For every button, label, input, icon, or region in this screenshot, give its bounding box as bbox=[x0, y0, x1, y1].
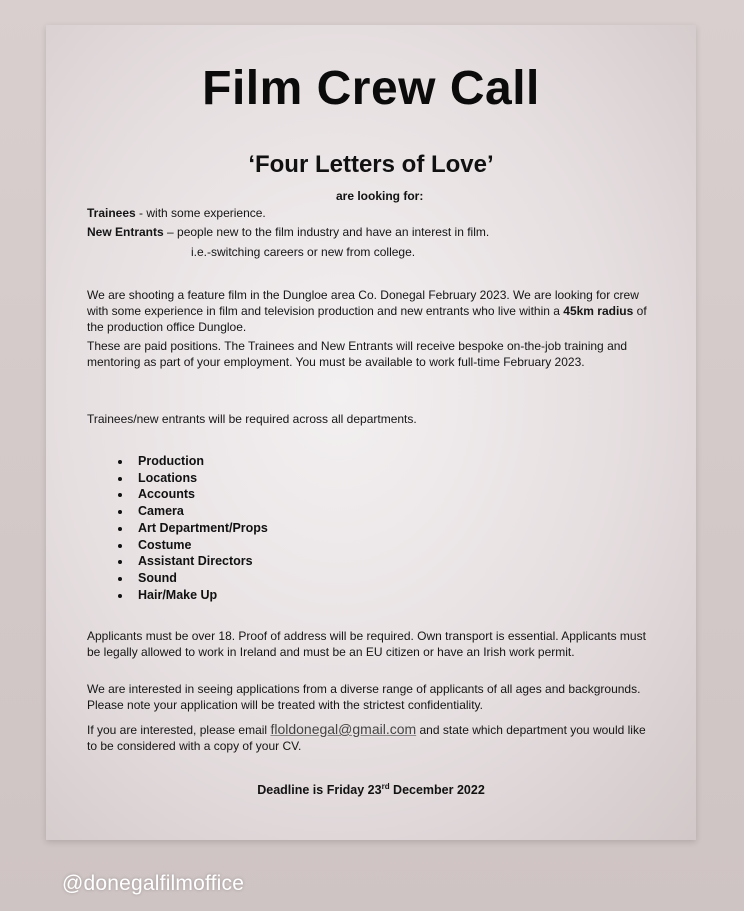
deadline-text-b: December 2022 bbox=[389, 783, 485, 798]
trainees-line bbox=[87, 205, 652, 221]
poster-title: Film Crew Call bbox=[202, 62, 540, 115]
trainees-text: - with some experience. bbox=[135, 206, 266, 220]
shooting-text-a: We are shooting a feature film in the Dungloe area Co. Donegal February 2023. We are looking for crew with some experience in film and television production and new entrants who live within a bbox=[87, 288, 639, 318]
list-item: • Camera bbox=[132, 503, 268, 520]
departments-intro: Trainees/new entrants will be required across all departments. bbox=[87, 412, 417, 426]
list-item: • Assistant Directors bbox=[132, 553, 268, 570]
shooting-paragraph bbox=[87, 287, 652, 335]
apply-text-b: and state which department you would like to be considered with a copy of your CV. bbox=[87, 723, 646, 753]
list-item: • Accounts bbox=[132, 486, 268, 503]
new-entrants-line bbox=[87, 224, 652, 240]
radius-bold: 45km radius bbox=[563, 304, 634, 318]
list-item: • Locations bbox=[132, 470, 268, 487]
new-entrants-text: – people new to the film industry and have an interest in film. bbox=[163, 225, 490, 239]
email-link[interactable]: floldonegal@gmail.com bbox=[270, 721, 417, 737]
new-entrants-label: New Entrants bbox=[87, 225, 164, 239]
apply-text-a: If you are interested, please email bbox=[87, 723, 271, 737]
diversity-paragraph: We are interested in seeing applications from a diverse range of applicants of all ages and backgrounds. Please note your application will be treated with the strictest confidentiality. bbox=[87, 682, 641, 712]
list-item: • Production bbox=[132, 453, 268, 470]
deadline-text-a: Deadline is Friday 23 bbox=[257, 783, 382, 798]
trainees-label: Trainees bbox=[87, 206, 136, 220]
list-item: • Hair/Make Up bbox=[132, 587, 268, 604]
poster-sheet bbox=[46, 25, 696, 840]
list-item: • Sound bbox=[132, 570, 268, 587]
film-title: ‘Four Letters of Love’ bbox=[248, 151, 494, 178]
looking-for-label: are looking for: bbox=[336, 189, 424, 203]
departments-list bbox=[106, 453, 268, 603]
watermark-handle: @donegalfilmoffice bbox=[62, 872, 245, 895]
shooting-text-b: of the production office Dungloe. bbox=[87, 304, 647, 334]
apply-paragraph bbox=[87, 721, 652, 754]
deadline-line bbox=[46, 782, 696, 797]
deadline-ordinal: rd bbox=[381, 782, 390, 791]
list-item: • Art Department/Props bbox=[132, 520, 268, 537]
list-item: • Costume bbox=[132, 537, 268, 554]
requirements-paragraph: Applicants must be over 18. Proof of address will be required. Own transport is essential. Applicants must be legally allowed to work in Ireland and must be an EU citizen or have an Irish work permit. bbox=[87, 629, 646, 659]
new-entrants-note: i.e.-switching careers or new from college. bbox=[191, 245, 416, 259]
paid-positions-paragraph: These are paid positions. The Trainees and New Entrants will receive bespoke on-the-job training and mentoring as part of your employment. You must be available to work full-time February 2023. bbox=[87, 339, 628, 369]
